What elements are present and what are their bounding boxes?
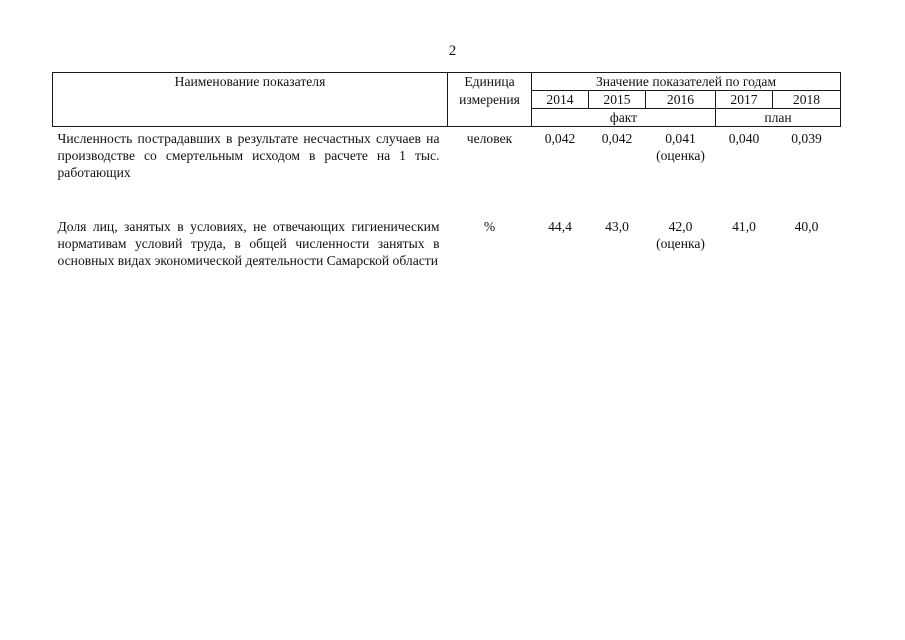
header-year-2017: 2017: [716, 91, 773, 109]
row-value-2015: 43,0: [605, 219, 629, 234]
table-row: [53, 215, 841, 269]
header-year-2018: 2018: [773, 91, 841, 109]
row-value-2016: [646, 215, 716, 269]
row-value-2016: [646, 127, 716, 182]
row-spacer: [53, 181, 841, 215]
row-value-2016-number: 0,041: [665, 131, 696, 146]
header-year-2015: 2015: [589, 91, 646, 109]
header-plan: план: [716, 109, 841, 127]
row-value-2016-number: 42,0: [668, 219, 693, 234]
row-value-2017: 0,040: [728, 131, 760, 146]
row-value-2015: 0,042: [601, 131, 633, 146]
row-value-2016-note: (оценка): [656, 236, 705, 251]
row-unit: %: [483, 219, 496, 234]
header-unit-empty: [448, 109, 532, 127]
header-values-group: Значение показателей по годам: [532, 73, 841, 91]
row-value-2018: 40,0: [794, 219, 819, 234]
indicators-table: [52, 72, 841, 269]
table-row: [53, 127, 841, 182]
header-unit-line2: измерения: [448, 91, 532, 109]
row-value-2014: 0,042: [544, 131, 576, 146]
row-value-2018: 0,039: [791, 131, 822, 146]
header-year-2016: 2016: [646, 91, 716, 109]
row-unit: человек: [466, 131, 513, 146]
row-value-2017: 41,0: [732, 219, 756, 234]
table-header: [53, 73, 841, 127]
header-year-2014: 2014: [532, 91, 589, 109]
header-indicator-name: Наименование показателя: [53, 73, 448, 127]
row-indicator-name: Численность пострадавших в результате несчастных случаев на производстве со смертельным исходом в расчете на 1 тыс. работающих: [57, 131, 440, 180]
page-number: 2: [448, 43, 457, 59]
row-value-2014: 44,4: [548, 219, 572, 234]
row-value-2016-note: (оценка): [656, 148, 705, 163]
header-fact: факт: [532, 109, 716, 127]
header-unit-line1: Единица: [448, 73, 532, 91]
row-indicator-name: Доля лиц, занятых в условиях, не отвечающих гигиеническим нормативам условий труда, в общей численности занятых в основных видах экономической деятельности Самарской области: [57, 219, 440, 268]
